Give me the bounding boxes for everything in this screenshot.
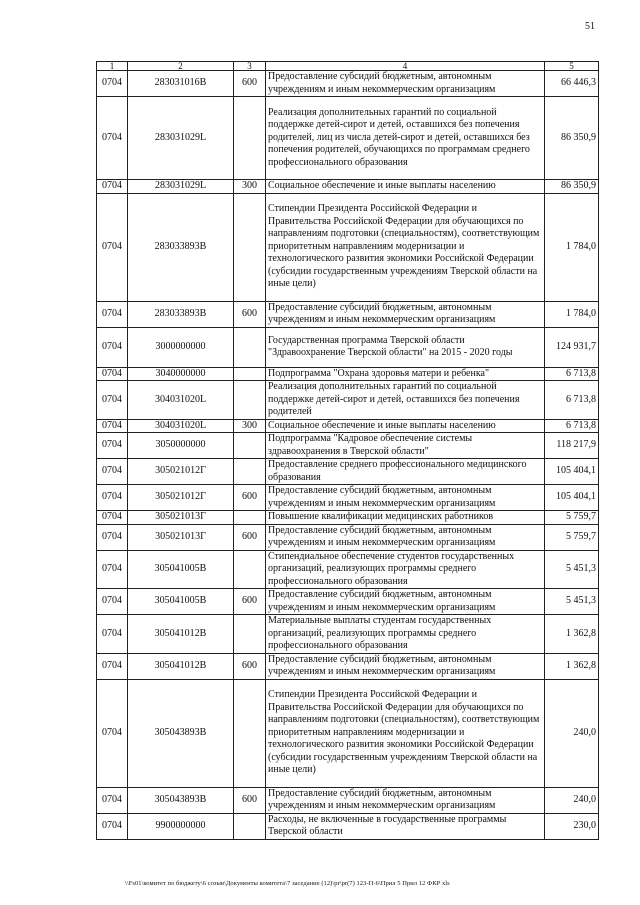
amount-cell: 1 362,8 bbox=[545, 615, 599, 654]
expense-type-cell bbox=[234, 679, 266, 787]
target-article-cell: 305021013Г bbox=[128, 524, 234, 550]
section-code-cell: 0704 bbox=[97, 419, 128, 433]
table-body bbox=[97, 71, 599, 840]
description-cell: Расходы, не включенные в государственные программы Тверской области bbox=[266, 813, 545, 839]
section-code-cell: 0704 bbox=[97, 653, 128, 679]
target-article-cell: 305021013Г bbox=[128, 511, 234, 525]
amount-cell: 5 759,7 bbox=[545, 524, 599, 550]
amount-cell: 240,0 bbox=[545, 679, 599, 787]
target-article-cell: 3040000000 bbox=[128, 367, 234, 381]
table-row bbox=[97, 193, 599, 301]
table-row bbox=[97, 485, 599, 511]
amount-cell: 66 446,3 bbox=[545, 71, 599, 97]
header-col-4: 4 bbox=[266, 62, 545, 71]
table-row bbox=[97, 524, 599, 550]
amount-cell: 1 784,0 bbox=[545, 193, 599, 301]
expense-type-cell bbox=[234, 550, 266, 589]
target-article-cell: 283033893В bbox=[128, 301, 234, 327]
section-code-cell: 0704 bbox=[97, 367, 128, 381]
description-cell: Реализация дополнительных гарантий по социальной поддержке детей-сирот и детей, оставшихся без попечения родителей, лиц из числа детей-сирот и детей, оставшихся без попечения родителей, обучающихся по программам среднего профессионального образования bbox=[266, 97, 545, 180]
target-article-cell: 305043893В bbox=[128, 787, 234, 813]
amount-cell: 5 759,7 bbox=[545, 511, 599, 525]
target-article-cell: 305021012Г bbox=[128, 459, 234, 485]
amount-cell: 240,0 bbox=[545, 787, 599, 813]
expense-type-cell: 600 bbox=[234, 485, 266, 511]
expense-type-cell bbox=[234, 511, 266, 525]
amount-cell: 6 713,8 bbox=[545, 381, 599, 420]
expense-type-cell bbox=[234, 813, 266, 839]
section-code-cell: 0704 bbox=[97, 97, 128, 180]
amount-cell: 124 931,7 bbox=[545, 327, 599, 367]
section-code-cell: 0704 bbox=[97, 327, 128, 367]
section-code-cell: 0704 bbox=[97, 511, 128, 525]
expense-type-cell bbox=[234, 433, 266, 459]
description-cell: Стипендиальное обеспечение студентов государственных организаций, реализующих программы среднего профессионального образования bbox=[266, 550, 545, 589]
target-article-cell: 283031029L bbox=[128, 97, 234, 180]
description-cell: Предоставление субсидий бюджетным, автономным учреждениям и иным некоммерческим организациям bbox=[266, 524, 545, 550]
table-row bbox=[97, 813, 599, 839]
target-article-cell: 3000000000 bbox=[128, 327, 234, 367]
table-row bbox=[97, 615, 599, 654]
description-cell: Предоставление субсидий бюджетным, автономным учреждениям и иным некоммерческим организациям bbox=[266, 589, 545, 615]
amount-cell: 105 404,1 bbox=[545, 485, 599, 511]
description-cell: Государственная программа Тверской области "Здравоохранение Тверской области" на 2015 - 2020 годы bbox=[266, 327, 545, 367]
section-code-cell: 0704 bbox=[97, 679, 128, 787]
section-code-cell: 0704 bbox=[97, 787, 128, 813]
page-number: 51 bbox=[585, 21, 595, 32]
header-col-5: 5 bbox=[545, 62, 599, 71]
table-row bbox=[97, 71, 599, 97]
expense-type-cell bbox=[234, 327, 266, 367]
target-article-cell: 283031029L bbox=[128, 180, 234, 194]
description-cell: Стипендии Президента Российской Федерации и Правительства Российской Федерации для обучающихся по направлениям подготовки (специальностям), соответствующим приоритетным направлениям модернизации и технологического развития экономики Российской Федерации (субсидии государственным учреждениям Тверской области на иные цели) bbox=[266, 679, 545, 787]
expense-type-cell bbox=[234, 615, 266, 654]
target-article-cell: 9900000000 bbox=[128, 813, 234, 839]
description-cell: Стипендии Президента Российской Федерации и Правительства Российской Федерации для обучающихся по направлениям подготовки (специальностям), соответствующим приоритетным направлениям модернизации и технологического развития экономики Российской Федерации (субсидии государственным учреждениям Тверской области на иные цели) bbox=[266, 193, 545, 301]
expense-type-cell: 600 bbox=[234, 524, 266, 550]
description-cell: Реализация дополнительных гарантий по социальной поддержке детей-сирот и детей, оставшихся без попечения родителей bbox=[266, 381, 545, 420]
section-code-cell: 0704 bbox=[97, 301, 128, 327]
header-col-3: 3 bbox=[234, 62, 266, 71]
description-cell: Повышение квалификации медицинских работников bbox=[266, 511, 545, 525]
amount-cell: 1 784,0 bbox=[545, 301, 599, 327]
expense-type-cell bbox=[234, 193, 266, 301]
table-row bbox=[97, 511, 599, 525]
description-cell: Подпрограмма "Кадровое обеспечение системы здравоохранения в Тверской области" bbox=[266, 433, 545, 459]
amount-cell: 230,0 bbox=[545, 813, 599, 839]
section-code-cell: 0704 bbox=[97, 485, 128, 511]
target-article-cell: 283031016В bbox=[128, 71, 234, 97]
target-article-cell: 304031020L bbox=[128, 381, 234, 420]
section-code-cell: 0704 bbox=[97, 193, 128, 301]
amount-cell: 5 451,3 bbox=[545, 589, 599, 615]
target-article-cell: 305043893В bbox=[128, 679, 234, 787]
amount-cell: 6 713,8 bbox=[545, 367, 599, 381]
table-row bbox=[97, 327, 599, 367]
expense-type-cell bbox=[234, 381, 266, 420]
table-row bbox=[97, 381, 599, 420]
table-row bbox=[97, 679, 599, 787]
section-code-cell: 0704 bbox=[97, 550, 128, 589]
expense-type-cell: 300 bbox=[234, 419, 266, 433]
table-row bbox=[97, 433, 599, 459]
table-row bbox=[97, 180, 599, 194]
table-row bbox=[97, 301, 599, 327]
section-code-cell: 0704 bbox=[97, 615, 128, 654]
amount-cell: 6 713,8 bbox=[545, 419, 599, 433]
budget-table bbox=[96, 61, 599, 840]
section-code-cell: 0704 bbox=[97, 524, 128, 550]
expense-type-cell bbox=[234, 367, 266, 381]
target-article-cell: 305041005В bbox=[128, 550, 234, 589]
table-row bbox=[97, 367, 599, 381]
table-row bbox=[97, 589, 599, 615]
section-code-cell: 0704 bbox=[97, 589, 128, 615]
amount-cell: 118 217,9 bbox=[545, 433, 599, 459]
target-article-cell: 305041012В bbox=[128, 653, 234, 679]
description-cell: Предоставление субсидий бюджетным, автономным учреждениям и иным некоммерческим организациям bbox=[266, 653, 545, 679]
table-row bbox=[97, 550, 599, 589]
amount-cell: 5 451,3 bbox=[545, 550, 599, 589]
section-code-cell: 0704 bbox=[97, 433, 128, 459]
section-code-cell: 0704 bbox=[97, 381, 128, 420]
target-article-cell: 3050000000 bbox=[128, 433, 234, 459]
expense-type-cell: 600 bbox=[234, 653, 266, 679]
expense-type-cell: 600 bbox=[234, 787, 266, 813]
table-row bbox=[97, 419, 599, 433]
table-row bbox=[97, 97, 599, 180]
expense-type-cell: 600 bbox=[234, 589, 266, 615]
description-cell: Предоставление субсидий бюджетным, автономным учреждениям и иным некоммерческим организациям bbox=[266, 71, 545, 97]
expense-type-cell bbox=[234, 459, 266, 485]
expense-type-cell: 300 bbox=[234, 180, 266, 194]
section-code-cell: 0704 bbox=[97, 813, 128, 839]
header-col-2: 2 bbox=[128, 62, 234, 71]
description-cell: Предоставление субсидий бюджетным, автономным учреждениям и иным некоммерческим организациям bbox=[266, 485, 545, 511]
table-header-row bbox=[97, 62, 599, 71]
section-code-cell: 0704 bbox=[97, 180, 128, 194]
target-article-cell: 305021012Г bbox=[128, 485, 234, 511]
expense-type-cell bbox=[234, 97, 266, 180]
description-cell: Предоставление среднего профессионального медицинского образования bbox=[266, 459, 545, 485]
table-row bbox=[97, 787, 599, 813]
amount-cell: 1 362,8 bbox=[545, 653, 599, 679]
file-path-footer: \\Fs01\комитет по бюджету\6 созыв\Документы комитета\7 заседание (12)\pr\pr(7) 123-П-6\Прил 5 Прил 12 ФКР xls bbox=[125, 880, 450, 887]
amount-cell: 86 350,9 bbox=[545, 180, 599, 194]
section-code-cell: 0704 bbox=[97, 459, 128, 485]
target-article-cell: 283033893В bbox=[128, 193, 234, 301]
expense-type-cell: 600 bbox=[234, 71, 266, 97]
description-cell: Социальное обеспечение и иные выплаты населению bbox=[266, 180, 545, 194]
amount-cell: 86 350,9 bbox=[545, 97, 599, 180]
description-cell: Социальное обеспечение и иные выплаты населению bbox=[266, 419, 545, 433]
header-col-1: 1 bbox=[97, 62, 128, 71]
description-cell: Материальные выплаты студентам государственных организаций, реализующих программы среднего профессионального образования bbox=[266, 615, 545, 654]
target-article-cell: 305041005В bbox=[128, 589, 234, 615]
table-row bbox=[97, 653, 599, 679]
description-cell: Предоставление субсидий бюджетным, автономным учреждениям и иным некоммерческим организациям bbox=[266, 787, 545, 813]
table-row bbox=[97, 459, 599, 485]
amount-cell: 105 404,1 bbox=[545, 459, 599, 485]
target-article-cell: 304031020L bbox=[128, 419, 234, 433]
expense-type-cell: 600 bbox=[234, 301, 266, 327]
description-cell: Подпрограмма "Охрана здоровья матери и ребенка" bbox=[266, 367, 545, 381]
target-article-cell: 305041012В bbox=[128, 615, 234, 654]
section-code-cell: 0704 bbox=[97, 71, 128, 97]
description-cell: Предоставление субсидий бюджетным, автономным учреждениям и иным некоммерческим организациям bbox=[266, 301, 545, 327]
